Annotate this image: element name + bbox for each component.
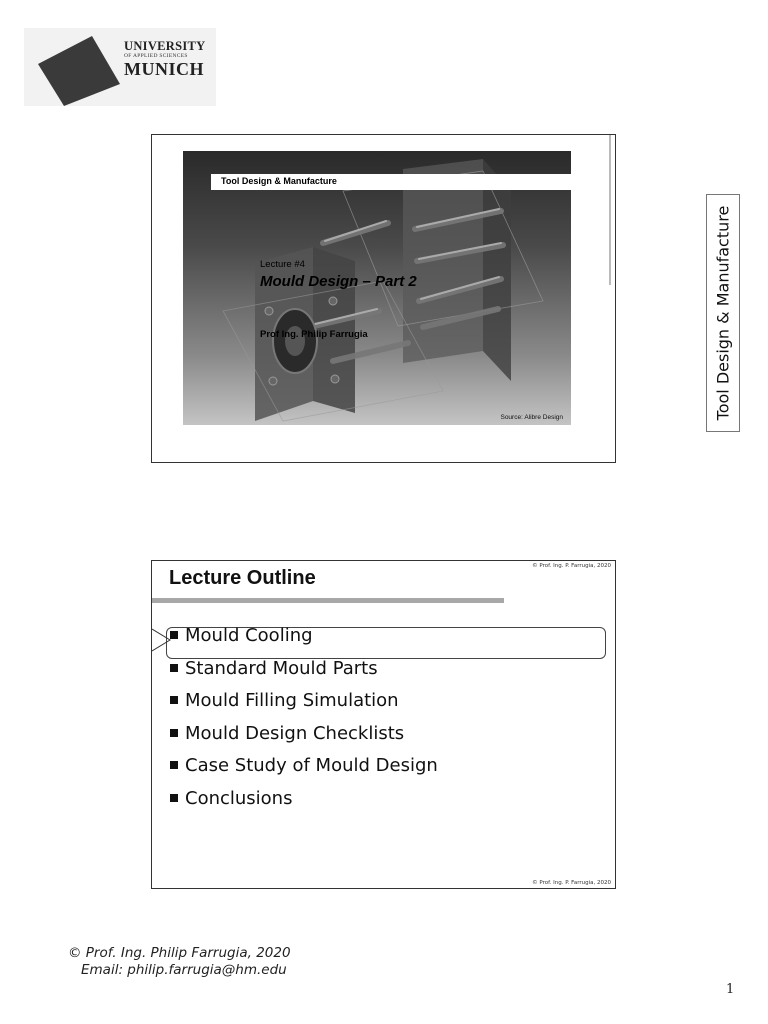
lecture-number: Lecture #4 (260, 259, 305, 270)
university-logo (24, 28, 216, 106)
pointer-arrow-icon (152, 626, 172, 656)
list-item (170, 625, 438, 658)
slide-outline (151, 560, 616, 889)
list-item-label: Case Study of Mould Design (185, 755, 438, 777)
footer-copyright: © Prof. Ing. Philip Farrugia, 2020 (68, 945, 291, 961)
title-underline (152, 598, 504, 603)
outline-list (170, 625, 438, 821)
side-tab (706, 194, 740, 432)
logo-wordmark (124, 40, 206, 79)
page-footer (68, 945, 291, 979)
logo-line-university: UNIVERSITY (124, 39, 206, 53)
slide-header-bar (211, 174, 571, 190)
logo-line-applied-sciences: OF APPLIED SCIENCES (124, 53, 188, 59)
bullet-square-icon (170, 761, 178, 769)
list-item (170, 788, 438, 821)
list-item-label: Mould Cooling (185, 625, 313, 646)
slide-scrollbar (609, 135, 611, 285)
bullet-square-icon (170, 664, 178, 672)
list-item (170, 690, 438, 723)
list-item (170, 723, 438, 756)
presenter-name: Prof Ing. Philip Farrugia (260, 329, 368, 340)
footer-email: Email: philip.farrugia@hm.edu (81, 962, 287, 978)
side-tab-label: Tool Design & Manufacture (713, 205, 733, 421)
slide-title (151, 134, 616, 463)
mould-render-image (183, 151, 571, 425)
bullet-square-icon (170, 729, 178, 737)
logo-line-munich: MUNICH (124, 59, 204, 79)
slide-copyright-bottom: © Prof. Ing. P. Farrugia, 2020 (532, 880, 611, 886)
bullet-square-icon (170, 794, 178, 802)
outline-title: Lecture Outline (169, 567, 316, 589)
bullet-square-icon (170, 696, 178, 704)
lecture-title: Mould Design – Part 2 (260, 273, 417, 290)
image-source: Source: Alibre Design (500, 414, 563, 421)
list-item (170, 658, 438, 691)
list-item-label: Conclusions (185, 787, 293, 809)
slide-header-text: Tool Design & Manufacture (221, 176, 337, 186)
page-number: 1 (726, 982, 735, 997)
slide-copyright-top: © Prof. Ing. P. Farrugia, 2020 (532, 563, 611, 569)
list-item-label: Mould Design Checklists (185, 722, 405, 744)
list-item (170, 755, 438, 788)
list-item-label: Standard Mould Parts (185, 657, 378, 679)
bullet-square-icon (170, 631, 178, 639)
logo-mark-icon (38, 34, 124, 106)
list-item-label: Mould Filling Simulation (185, 690, 399, 712)
